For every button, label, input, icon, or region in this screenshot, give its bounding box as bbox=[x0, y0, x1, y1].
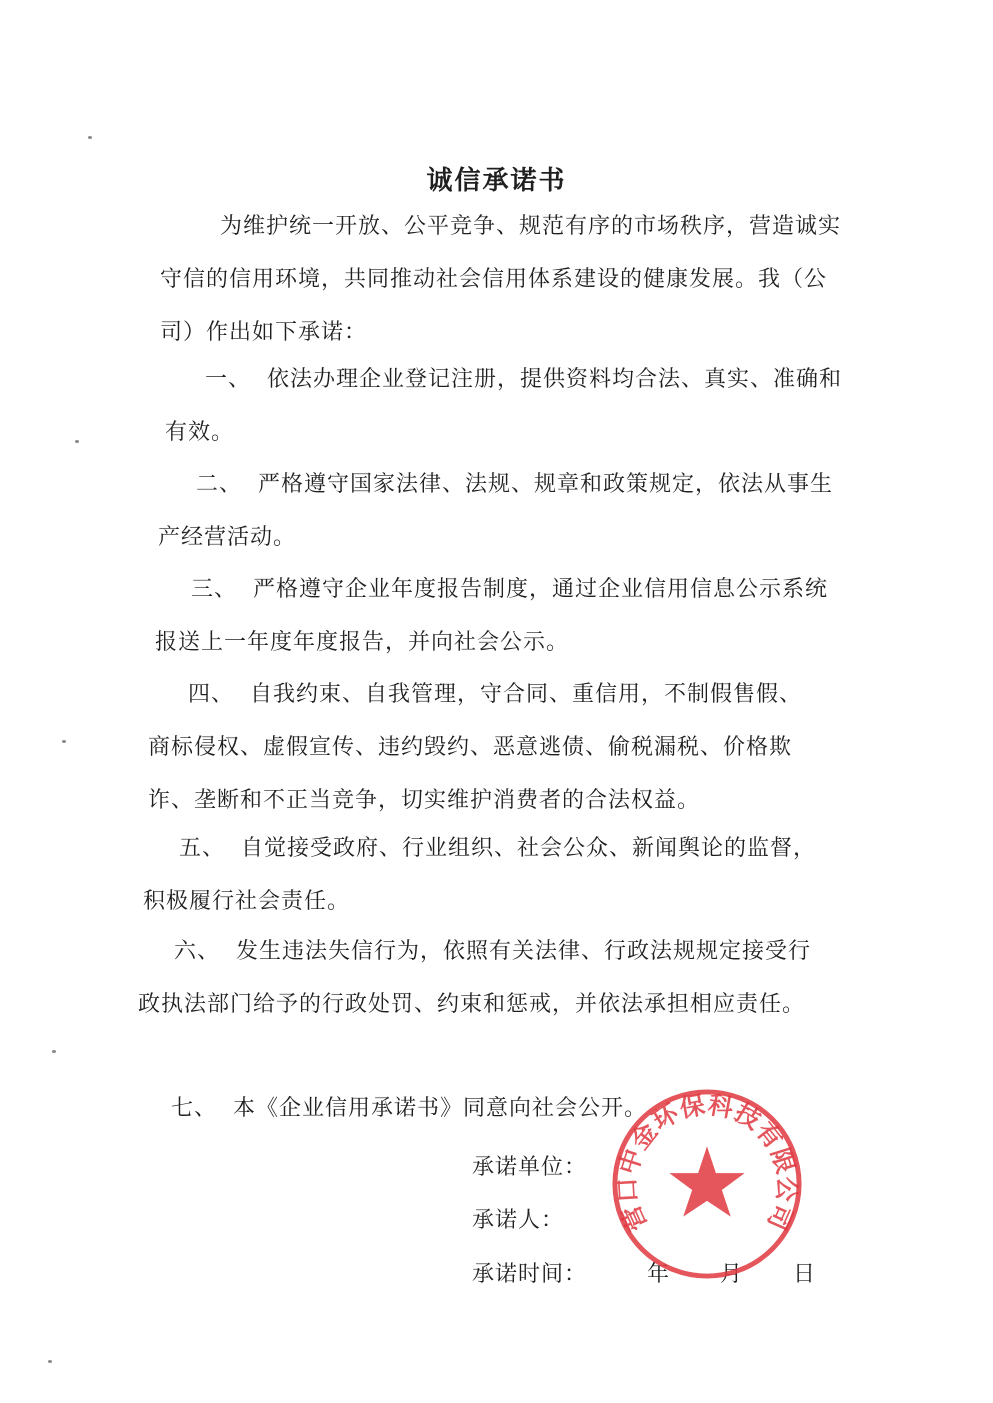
commitment-item-6 bbox=[138, 925, 823, 1031]
document-title: 诚信承诺书 bbox=[426, 166, 567, 196]
month-label: 月 bbox=[720, 1262, 744, 1287]
item-number: 五、 bbox=[179, 836, 226, 861]
scan-speck bbox=[75, 440, 79, 443]
commitment-item-1 bbox=[165, 353, 850, 459]
signature-date-row bbox=[472, 1257, 817, 1288]
item-number: 一、 bbox=[205, 367, 252, 392]
year-label: 年 bbox=[647, 1262, 671, 1287]
item-text: 本《企业信用承诺书》同意向社会公开。 bbox=[233, 1096, 648, 1121]
commitment-item-4 bbox=[148, 668, 813, 827]
company-seal-icon bbox=[608, 1085, 806, 1283]
scan-speck bbox=[48, 1360, 52, 1363]
signature-unit-label: 承诺单位： bbox=[472, 1155, 588, 1180]
item-number: 二、 bbox=[196, 472, 243, 497]
signature-date-label: 承诺时间： bbox=[472, 1262, 588, 1287]
svg-text:营口中金环保科技有限公司: 营口中金环保科技有限公司 bbox=[612, 1089, 802, 1236]
day-label: 日 bbox=[793, 1262, 817, 1287]
item-number: 六、 bbox=[174, 939, 221, 964]
item-text: 严格遵守国家法律、法规、规章和政策规定，依法从事生产经营活动。 bbox=[158, 472, 834, 550]
scan-speck bbox=[62, 740, 66, 743]
item-number: 七、 bbox=[171, 1096, 218, 1121]
item-text: 自我约束、自我管理，守合同、重信用，不制假售假、商标侵权、虚假宣传、违约毁约、恶意逃债、偷税漏税、价格欺诈、垄断和不正当竞争，切实维护消费者的合法权益。 bbox=[148, 682, 803, 813]
item-number: 三、 bbox=[191, 577, 238, 602]
item-text: 依法办理企业登记注册，提供资料均合法、真实、准确和有效。 bbox=[165, 367, 843, 445]
signature-person-label: 承诺人： bbox=[472, 1208, 565, 1233]
item-text: 发生违法失信行为，依照有关法律、行政法规规定接受行政执法部门给予的行政处罚、约束和惩戒，并依法承担相应责任。 bbox=[138, 939, 812, 1017]
intro-paragraph: 为维护统一开放、公平竞争、规范有序的市场秩序，营造诚实守信的信用环境，共同推动社会信用体系建设的健康发展。我（公司）作出如下承诺： bbox=[160, 214, 842, 345]
item-text: 自觉接受政府、行业组织、社会公众、新闻舆论的监督，积极履行社会责任。 bbox=[143, 836, 817, 914]
scan-speck bbox=[88, 136, 92, 139]
item-text: 严格遵守企业年度报告制度，通过企业信用信息公示系统报送上一年度年度报告，并向社会公示。 bbox=[155, 577, 829, 655]
commitment-item-2 bbox=[158, 458, 843, 564]
scan-speck bbox=[52, 1050, 56, 1053]
item-number: 四、 bbox=[188, 682, 235, 707]
commitment-item-5 bbox=[143, 822, 828, 928]
commitment-item-3 bbox=[155, 563, 840, 669]
